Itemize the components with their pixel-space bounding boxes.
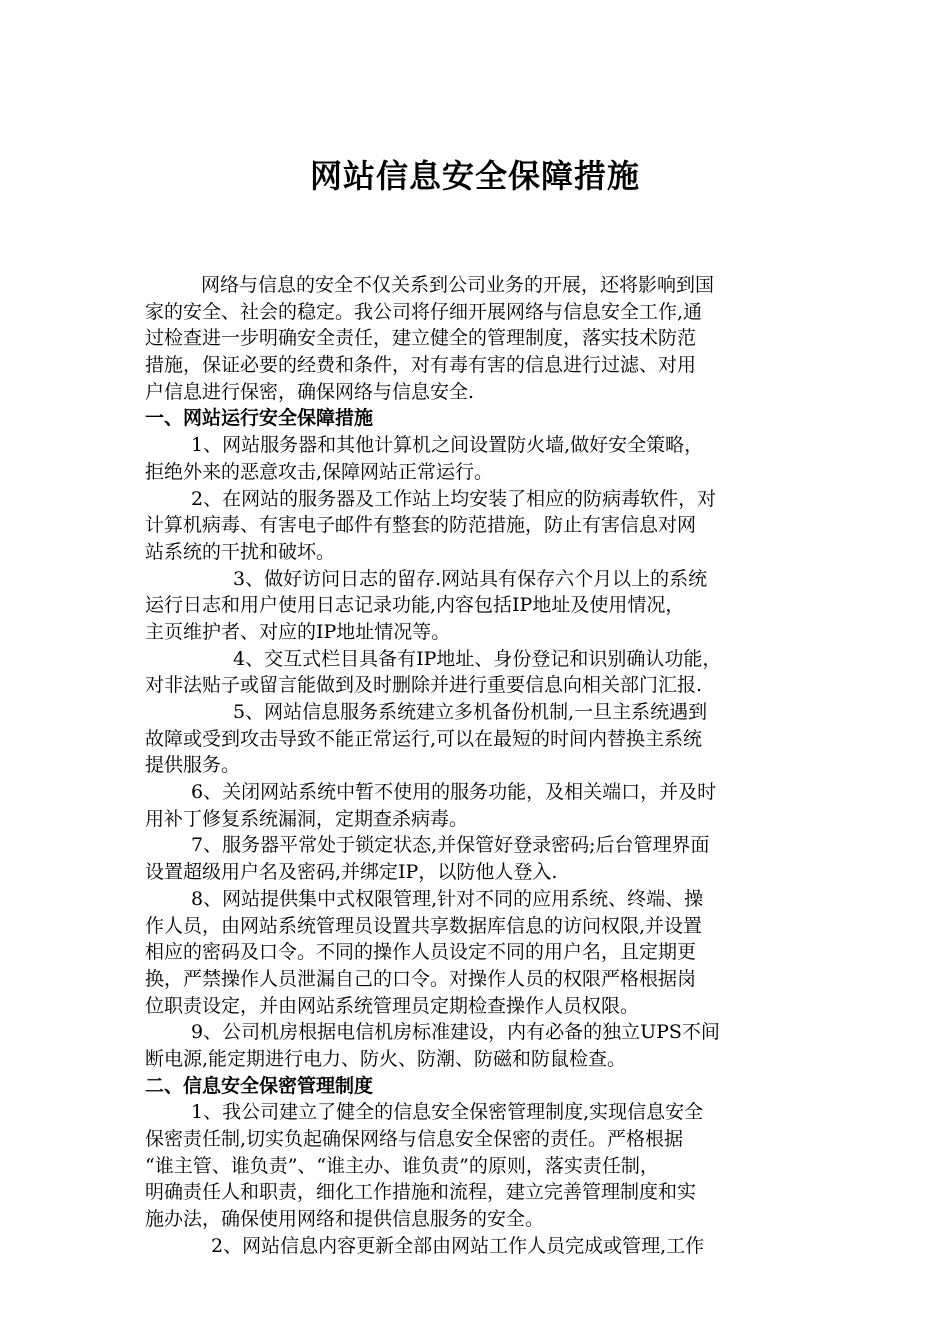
text-line: 2、在网站的服务器及工作站上均安装了相应的防病毒软件，对 xyxy=(191,487,717,510)
text-line: 位职责设定，并由网站系统管理员定期检查操作人员权限。 xyxy=(145,994,640,1017)
text-line: 8、网站提供集中式权限管理,针对不同的应用系统、终端、操 xyxy=(191,887,704,910)
text-line: 用补丁修复系统漏洞，定期查杀病毒。 xyxy=(145,807,469,830)
text-line: 6、关闭网站系统中暂不使用的服务功能，及相关端口，并及时 xyxy=(191,781,717,804)
text-line: 相应的密码及口令。不同的操作人员设定不同的用户名，且定期更 xyxy=(145,941,697,964)
text-line: 保密责任制,切实负起确保网络与信息安全保密的责任。严格根据 xyxy=(145,1128,684,1150)
text-line: 主页维护者、对应的IP地址情况等。 xyxy=(145,620,451,643)
text-line: 措施，保证必要的经费和条件，对有毒有害的信息进行过滤、对用 xyxy=(145,354,697,377)
text-line: “谁主管、谁负责”、“谁主办、谁负责”的原则，落实责任制， xyxy=(145,1154,659,1177)
text-line: 1、网站服务器和其他计算机之间设置防火墙,做好安全策略， xyxy=(191,434,704,457)
section-heading: 二、信息安全保密管理制度 xyxy=(145,1074,374,1097)
text-line: 施办法，确保使用网络和提供信息服务的安全。 xyxy=(145,1208,545,1231)
text-line: 过检查进一步明确安全责任，建立健全的管理制度，落实技术防范 xyxy=(145,327,697,350)
document-body xyxy=(145,272,807,1259)
document-title: 网站信息安全保障措施 xyxy=(309,157,640,195)
text-line: 5、网站信息服务系统建立多机备份机制,一旦主系统遇到 xyxy=(233,701,708,723)
text-line: 9、公司机房根据电信机房标准建设，内有必备的独立UPS不间 xyxy=(191,1021,720,1044)
text-line: 3、做好访问日志的留存.网站具有保存六个月以上的系统 xyxy=(233,567,708,590)
text-line: 网络与信息的安全不仅关系到公司业务的开展，还将影响到国 xyxy=(201,274,715,296)
text-line: 提供服务。 xyxy=(145,754,241,777)
text-line: 明确责任人和职责，细化工作措施和流程，建立完善管理制度和实 xyxy=(145,1181,697,1204)
text-line: 运行日志和用户使用日志记录功能,内容包括IP地址及使用情况， xyxy=(145,594,685,617)
text-line: 断电源,能定期进行电力、防火、防潮、防磁和防鼠检查。 xyxy=(145,1047,627,1070)
text-line: 4、交互式栏目具备有IP地址、身份登记和识别确认功能， xyxy=(233,647,722,670)
text-line: 2、网站信息内容更新全部由网站工作人员完成或管理,工作 xyxy=(211,1234,705,1257)
section-heading: 一、网站运行安全保障措施 xyxy=(145,407,374,430)
text-line: 家的安全、社会的稳定。我公司将仔细开展网络与信息安全工作,通 xyxy=(145,300,703,323)
text-line: 1、我公司建立了健全的信息安全保密管理制度,实现信息安全 xyxy=(191,1101,704,1124)
text-line: 换，严禁操作人员泄漏自己的口令。对操作人员的权限严格根据岗 xyxy=(145,967,697,990)
text-line: 拒绝外来的恶意攻击,保障网站正常运行。 xyxy=(145,460,494,483)
text-line: 故障或受到攻击导致不能正常运行,可以在最短的时间内替换主系统 xyxy=(145,727,703,750)
text-line: 对非法贴子或留言能做到及时删除并进行重要信息向相关部门汇报. xyxy=(145,674,703,697)
text-line: 站系统的干扰和破坏。 xyxy=(145,540,336,563)
text-line: 计算机病毒、有害电子邮件有整套的防范措施，防止有害信息对网 xyxy=(145,514,697,537)
text-line: 设置超级用户名及密码,并绑定IP，以防他人登入. xyxy=(145,861,558,884)
text-line: 7、服务器平常处于锁定状态,并保管好登录密码;后台管理界面 xyxy=(191,834,710,857)
text-line: 户信息进行保密，确保网络与信息安全. xyxy=(145,380,475,403)
text-line: 作人员，由网站系统管理员设置共享数据库信息的访问权限,并设置 xyxy=(145,914,703,937)
